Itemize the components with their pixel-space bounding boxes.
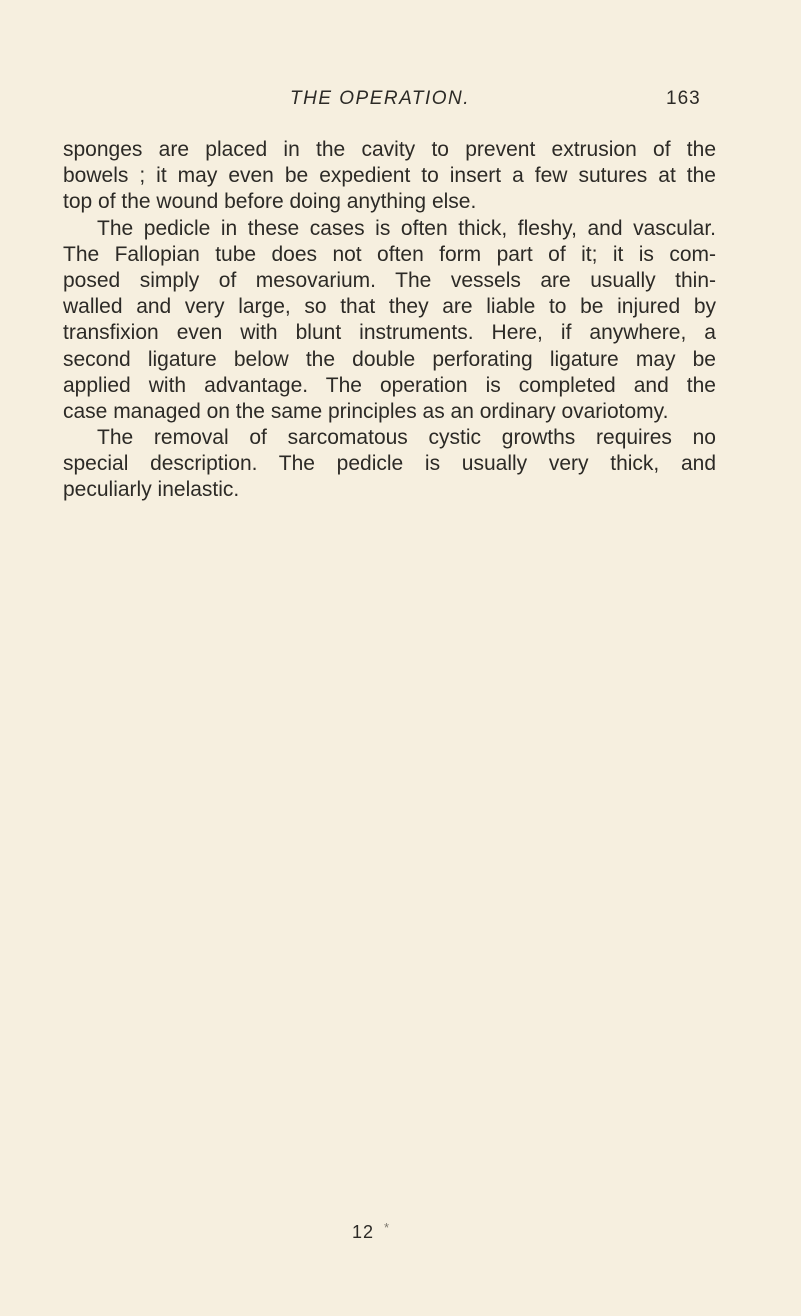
text-line: The pedicle in these cases is often thick, fleshy, and vascular. [97, 216, 716, 240]
signature-mark: 12 [352, 1222, 375, 1242]
text-line: case managed on the same principles as an ordinary ovariotomy. [63, 399, 669, 423]
text-line: top of the wound before doing anything else. [63, 190, 477, 214]
text-line: peculiarly inelastic. [63, 478, 240, 502]
text-line: The Fallopian tube does not often form part of it; it is com- [63, 242, 716, 266]
asterisk-mark: * [384, 1220, 390, 1235]
text-line: The removal of sarcomatous cystic growths requires no [97, 426, 716, 450]
text-line: applied with advantage. The operation is completed and the [63, 373, 716, 397]
text-line: second ligature below the double perforating ligature may be [63, 347, 716, 371]
text-line: walled and very large, so that they are liable to be injured by [63, 295, 716, 319]
body-text [63, 137, 716, 504]
text-line: posed simply of mesovarium. The vessels are usually thin- [63, 268, 716, 292]
page-number: 163 [666, 88, 701, 109]
text-line: bowels ; it may even be expedient to insert a few sutures at the [63, 164, 716, 188]
text-line: transfixion even with blunt instruments. Here, if anywhere, a [63, 321, 716, 345]
running-head: THE OPERATION. [290, 88, 471, 109]
text-line: sponges are placed in the cavity to prevent extrusion of the [63, 138, 716, 161]
text-line: special description. The pedicle is usually very thick, and [63, 452, 716, 476]
